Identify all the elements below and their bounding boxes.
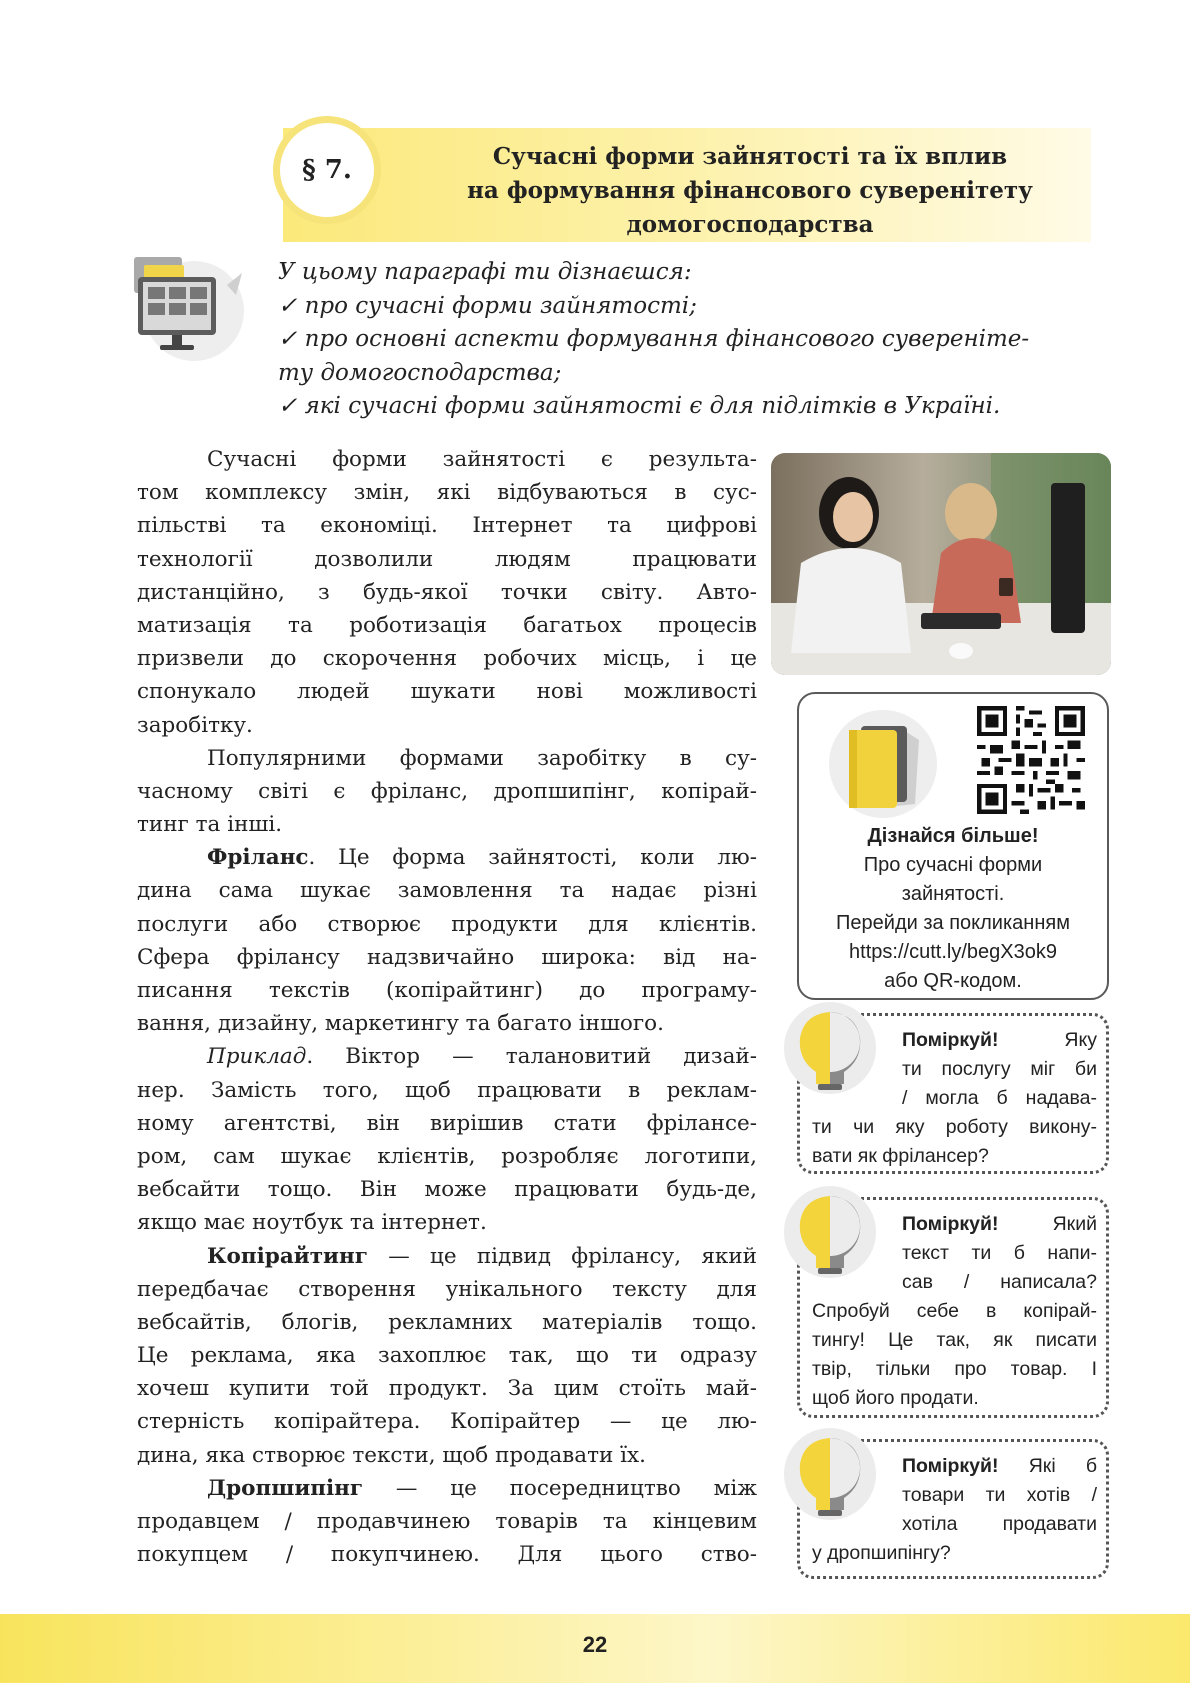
text-line: Фріланс. Це форма зайнятості, коли лю- <box>207 845 757 871</box>
text-line: призвели до скорочення робочих місць, і це <box>137 646 757 672</box>
text-line: дина сама шукає замовлення та надає різні <box>137 878 757 904</box>
section-number: § 7. <box>273 116 381 224</box>
book-icon <box>827 706 939 822</box>
think-line: тингу! Це так, як писати <box>812 1329 1097 1351</box>
think-line: Спробуй себе в копірай- <box>812 1300 1097 1322</box>
text-line: заробітку. <box>137 712 253 738</box>
title-line: домогосподарства <box>626 211 874 238</box>
text-line: вебсайтів, блогів, рекламних матеріалів тощо. <box>137 1309 757 1335</box>
text-line: спонукало людей шукати нові можливості <box>137 679 757 705</box>
text-line: вання, дизайну, маркетингу та багато іншого. <box>137 1011 664 1037</box>
text-line: пільстві та економіці. Інтернет та цифрові <box>137 513 757 539</box>
think-box <box>797 1439 1109 1579</box>
think-line: хотіла продавати <box>902 1513 1097 1535</box>
text-line: нер. Замість того, щоб працювати в реклам- <box>137 1077 757 1103</box>
text-line: якщо має ноутбук та інтернет. <box>137 1210 487 1236</box>
text-line: Дропшипінг — це посередництво між <box>207 1475 757 1501</box>
learn-more-line: або QR-кодом. <box>884 970 1022 992</box>
think-text <box>812 1452 1097 1568</box>
think-line: сав / написала? <box>902 1271 1097 1293</box>
think-box <box>797 1197 1109 1418</box>
text-line: стерність копірайтера. Копірайтер — це лю- <box>137 1409 757 1435</box>
intro-objectives <box>278 256 1128 424</box>
text-line: передбачає створення унікального тексту для <box>137 1276 757 1302</box>
text-line: вебсайти тощо. Він може працювати будь-де, <box>137 1177 757 1203</box>
think-label: Поміркуй! <box>902 1029 999 1051</box>
term-copywriting: Копірайтинг <box>207 1243 368 1269</box>
text-line: Копірайтинг — це підвид фрілансу, який <box>207 1243 757 1269</box>
text-line: продавцем / продавчинею товарів та кінцевим <box>137 1509 757 1534</box>
intro-line: ✓ про основні аспекти формування фінансового сувереніте- <box>278 326 1030 352</box>
title-line: Сучасні форми зайнятості та їх вплив <box>492 143 1008 170</box>
text-line: ному агентстві, він вирішив стати фрілансе- <box>137 1110 757 1136</box>
term-freelance: Фріланс <box>207 845 309 871</box>
text-line: Сфера фрілансу надзвичайно широка: від на- <box>137 944 757 970</box>
think-line: ти чи яку роботу викону- <box>812 1116 1097 1138</box>
qr-code[interactable] <box>977 706 1085 814</box>
text-line: дистанційно, з будь-якої точки світу. Авто- <box>137 579 757 605</box>
think-line: Поміркуй! Який <box>902 1213 1097 1235</box>
text-line: послуги або створює продукти для клієнтів. <box>137 911 757 937</box>
think-line: твір, тільки про товар. І <box>812 1358 1097 1380</box>
think-line: Поміркуй! Яку <box>902 1029 1097 1051</box>
text-line: технології дозволили людям працювати <box>137 546 757 572</box>
text-line: Це реклама, яка захоплює так, що ти одразу <box>137 1343 757 1369</box>
learn-more-box <box>797 692 1109 1000</box>
think-line: у дропшипінгу? <box>812 1542 951 1564</box>
intro-line: ту домогосподарства; <box>278 359 562 386</box>
learn-more-line: Про сучасні форми <box>863 854 1043 876</box>
text-line: покупцем / покупчинею. Для цього ство- <box>137 1542 757 1568</box>
term-dropshipping: Дропшипінг <box>207 1475 364 1501</box>
text-line: ром, сам шукає клієнтів, розробляє логотипи, <box>137 1143 757 1169</box>
learn-more-link[interactable]: https://cutt.ly/begX3ok9 <box>849 941 1057 963</box>
text-line: дина, яка створює тексти, щоб продавати їх. <box>137 1442 646 1468</box>
office-workers-photo <box>771 453 1111 675</box>
text-line: тинг та інші. <box>137 812 283 838</box>
learn-more-title: Дізнайся більше! <box>867 825 1039 847</box>
think-box <box>797 1013 1109 1174</box>
think-label: Поміркуй! <box>902 1213 999 1235</box>
think-line: ти послугу міг би <box>902 1058 1097 1080</box>
main-body-text <box>137 443 757 1571</box>
intro-line: ✓ які сучасні форми зайнятості є для підлітків в Україні. <box>278 393 1001 419</box>
learn-more-line: Перейди за покликанням <box>836 912 1070 934</box>
think-line: щоб його продати. <box>812 1387 979 1409</box>
text-line: часному світі є фріланс, дропшипінг, копірай- <box>137 778 757 804</box>
text-line: Популярними формами заробітку в су- <box>207 745 757 771</box>
intro-line: ✓ про сучасні форми зайнятості; <box>278 292 697 319</box>
think-text <box>812 1210 1097 1413</box>
think-text <box>812 1026 1097 1171</box>
title-line: на формування фінансового суверенітету <box>467 177 1033 204</box>
text-line: том комплексу змін, які відбуваються в сус- <box>137 480 757 506</box>
think-line: текст ти б напи- <box>902 1242 1097 1264</box>
text-line: Сучасні форми зайнятості є результа- <box>207 447 757 472</box>
think-label: Поміркуй! <box>902 1455 999 1477</box>
page-number: 22 <box>582 1632 608 1657</box>
think-line: Поміркуй! Які б <box>902 1455 1097 1477</box>
term-example: Приклад <box>207 1044 307 1070</box>
think-line: вати як фрілансер? <box>812 1145 989 1167</box>
text-line: писання текстів (копірайтинг) до програму- <box>137 978 757 1003</box>
page-title <box>440 140 1060 242</box>
text-line: хочеш купити той продукт. За цим стоїть май- <box>137 1376 757 1402</box>
learn-more-text <box>799 822 1107 996</box>
text-line: Приклад. Віктор — талановитий дизай- <box>207 1044 757 1070</box>
text-line: матизація та роботизація багатьох процесів <box>137 612 757 638</box>
monitor-icon <box>132 255 252 365</box>
think-line: товари ти хотів / <box>902 1484 1097 1506</box>
think-line: / могла б надава- <box>902 1087 1097 1109</box>
learn-more-line: зайнятості. <box>901 883 1005 905</box>
intro-line: У цьому параграфі ти дізнаєшся: <box>278 259 692 285</box>
